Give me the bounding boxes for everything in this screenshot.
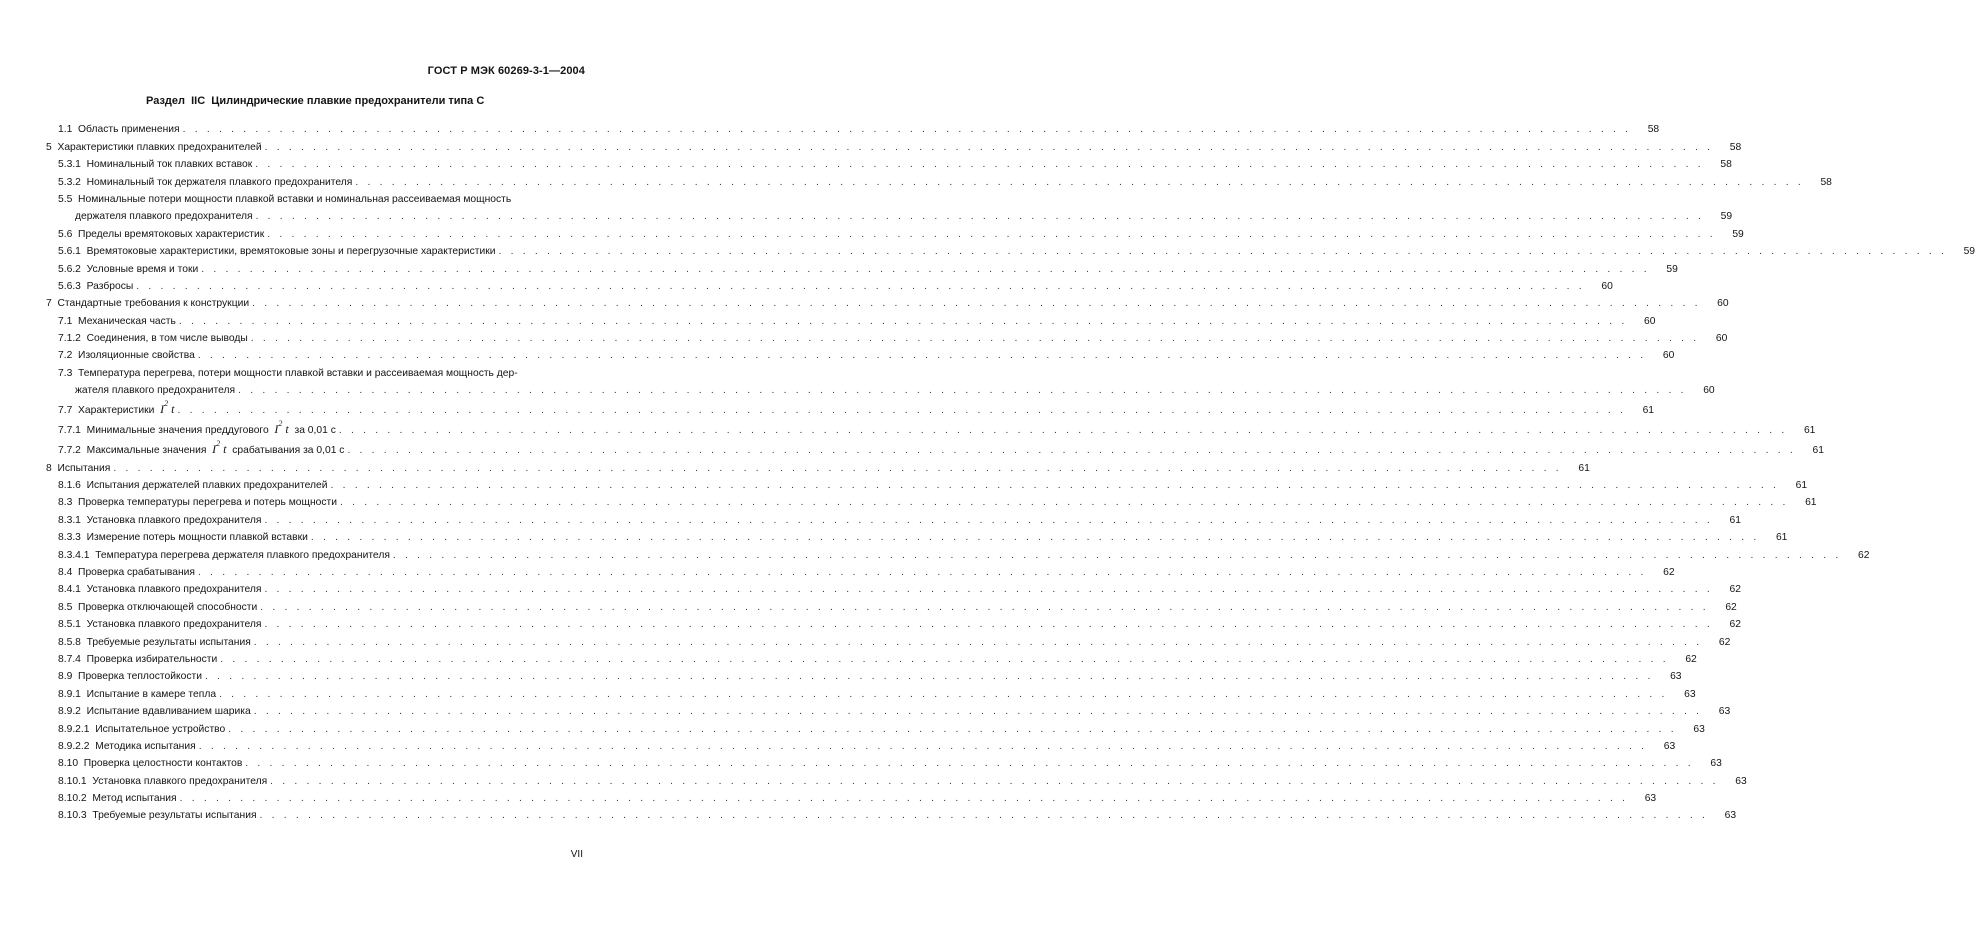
math-expression: $I^2$ t bbox=[274, 419, 289, 437]
toc-line bbox=[46, 459, 1590, 476]
entry-title bbox=[78, 599, 257, 616]
toc-line bbox=[58, 225, 1744, 242]
entry-title-text: Проверка избирательности bbox=[86, 653, 218, 665]
entry-title-text: Испытания держателей плавких предохранителей bbox=[86, 480, 328, 492]
entry-title-text: Установка плавкого предохранителя bbox=[92, 775, 268, 787]
entry-title bbox=[87, 261, 199, 278]
entry-page: 60 bbox=[1601, 280, 1613, 292]
entry-page: 63 bbox=[1644, 793, 1657, 805]
entry-title-text: Номинальный ток держателя плавкого предохранителя bbox=[86, 176, 353, 188]
entry-page: 60 bbox=[1715, 333, 1728, 345]
entry-title bbox=[78, 564, 195, 581]
entry-page: 63 bbox=[1710, 758, 1722, 770]
entry-title bbox=[87, 512, 262, 529]
entry-title bbox=[92, 807, 256, 824]
entry-page: 61 bbox=[1775, 532, 1788, 544]
toc-line bbox=[58, 312, 1656, 329]
toc-entry bbox=[46, 138, 1742, 155]
toc-line bbox=[58, 278, 1613, 295]
dot-leader: . . . . . . . . . . . . . . . . . . . . . . . . . . . . . . . . . . . . . . . . . . . . . . . . . . . . . . . . . . . . . . . . . . . . . . . . . . . . . . . . . . . . . . . . . . . . . . . . . . . . . . . . . . . . . . . . . . . . . . . . bbox=[255, 159, 1704, 171]
entry-page: 62 bbox=[1729, 584, 1741, 596]
entry-page: 61 bbox=[1578, 462, 1590, 474]
dot-leader: . . . . . . . . . . . . . . . . . . . . . . . . . . . . . . . . . . . . . . . . . . . . . . . . . . . . . . . . . . . . . . . . . . . . . . . . . . . . . . . . . . . . . . . . . . . . . . . . . . . . . . . . . . . . . . . . . . . . . . . . bbox=[498, 246, 1948, 258]
entry-title-text: Проверка теплостойкости bbox=[78, 671, 202, 683]
entry-page: 60 bbox=[1717, 298, 1729, 310]
entry-number: 8.10.1 bbox=[58, 775, 93, 787]
entry-title bbox=[87, 278, 134, 295]
entry-title-suffix: срабатывания за 0,01 с bbox=[226, 445, 345, 457]
dot-leader: . . . . . . . . . . . . . . . . . . . . . . . . . . . . . . . . . . . . . . . . . . . . . . . . . . . . . . . . . . . . . . . . . . . . . . . . . . . . . . . . . . . . . . . . . . . . . . . . . . . . . . . . . . . . . . . . . . . . . . . . bbox=[228, 723, 1677, 735]
entry-number: 5.6.2 bbox=[58, 263, 87, 275]
entry-title-text: Характеристики bbox=[78, 405, 155, 417]
toc-line bbox=[58, 260, 1678, 277]
entry-title-text: Соединения, в том числе выводы bbox=[86, 333, 248, 345]
toc-entry bbox=[46, 347, 1675, 364]
entry-title-text: Установка плавкого предохранителя bbox=[86, 619, 262, 631]
entry-title bbox=[75, 208, 253, 225]
entry-number: 5.6.3 bbox=[58, 280, 87, 292]
entry-number: 7.2 bbox=[58, 350, 79, 362]
entry-title bbox=[78, 191, 511, 208]
entry-page: 61 bbox=[1729, 514, 1741, 526]
entry-title-text: Максимальные значения bbox=[86, 445, 207, 457]
entry-title bbox=[78, 313, 176, 330]
toc-entry bbox=[46, 529, 1788, 546]
dot-leader: . . . . . . . . . . . . . . . . . . . . . . . . . . . . . . . . . . . . . . . . . . . . . . . . . . . . . . . . . . . . . . . . . . . . . . . . . . . . . . . . . . . . . . . . . . . . . . . . . . . . . . . . . . . . . . . . . . . . . . . . bbox=[179, 793, 1629, 805]
entry-page: 63 bbox=[1735, 775, 1747, 787]
toc-entry bbox=[46, 173, 1832, 190]
dot-leader: . . . . . . . . . . . . . . . . . . . . . . . . . . . . . . . . . . . . . . . . . . . . . . . . . . . . . . . . . . . . . . . . . . . . . . . . . . . . . . . . . . . . . . . . . . . . . . . . . . . . . . . . . . . . . . . . . . . . . . . . bbox=[330, 480, 1780, 492]
entry-title-suffix: за 0,01 с bbox=[288, 425, 336, 437]
entry-title bbox=[87, 156, 253, 173]
dot-leader: . . . . . . . . . . . . . . . . . . . . . . . . . . . . . . . . . . . . . . . . . . . . . . . . . . . . . . . . . . . . . . . . . . . . . . . . . . . . . . . . . . . . . . . . . . . . . . . . . . . . . . . . . . . . . . . . . . . . . . . . bbox=[220, 653, 1669, 665]
toc-entry bbox=[46, 312, 1656, 329]
toc-line bbox=[46, 295, 1729, 312]
entry-number: 7.1.2 bbox=[58, 333, 87, 345]
toc-entry bbox=[46, 598, 1737, 615]
entry-page: 62 bbox=[1718, 636, 1731, 648]
toc-line bbox=[58, 121, 1660, 138]
toc-line bbox=[58, 685, 1696, 702]
entry-number: 8.1.6 bbox=[58, 480, 87, 492]
entry-number: 8.5.8 bbox=[58, 636, 87, 648]
entry-page: 59 bbox=[1732, 228, 1744, 240]
entry-page: 61 bbox=[1803, 425, 1816, 437]
entry-title-text: Требуемые результаты испытания bbox=[92, 810, 257, 822]
entry-number: 7.1 bbox=[58, 315, 79, 327]
toc-entry bbox=[46, 546, 1870, 563]
entry-number: 8.10 bbox=[58, 758, 84, 770]
entry-page: 62 bbox=[1685, 653, 1697, 665]
dot-leader: . . . . . . . . . . . . . . . . . . . . . . . . . . . . . . . . . . . . . . . . . . . . . . . . . . . . . . . . . . . . . . . . . . . . . . . . . . . . . . . . . . . . . . . . . . . . . . . . . . . . . . . . . . . . . . . . . . . . . . . . bbox=[355, 176, 1804, 188]
dot-leader: . . . . . . . . . . . . . . . . . . . . . . . . . . . . . . . . . . . . . . . . . . . . . . . . . . . . . . . . . . . . . . . . . . . . . . . . . . . . . . . . . . . . . . . . . . . . . . . . . . . . . . . . . . . . . . . . . . . . . . . . bbox=[264, 514, 1713, 526]
math-exponent: 2 bbox=[216, 439, 221, 449]
entry-title bbox=[78, 347, 195, 364]
entry-title-text: Проверка целостности контактов bbox=[83, 758, 243, 770]
entry-title bbox=[78, 494, 337, 511]
dot-leader: . . . . . . . . . . . . . . . . . . . . . . . . . . . . . . . . . . . . . . . . . . . . . . . . . . . . . . . . . . . . . . . . . . . . . . . . . . . . . . . . . . . . . . . . . . . . . . . . . . . . . . . . . . . . . . . . . . . . . . . . bbox=[264, 619, 1713, 631]
toc-entry bbox=[46, 364, 1715, 399]
toc-entry bbox=[46, 191, 1733, 226]
entry-title-text: Минимальные значения преддугового bbox=[86, 425, 269, 437]
toc-entry bbox=[46, 755, 1722, 772]
math-expression: $I^2$ t bbox=[212, 439, 227, 457]
dot-leader: . . . . . . . . . . . . . . . . . . . . . . . . . . . . . . . . . . . . . . . . . . . . . . . . . . . . . . . . . . . . . . . . . . . . . . . . . . . . . . . . . . . . . . . . . . . . . . . . . . . . . . . . . . . . . . . . . . . . . . . . bbox=[338, 425, 1788, 437]
entry-title bbox=[87, 616, 262, 633]
entry-title-text: Измерение потерь мощности плавкой вставки bbox=[86, 532, 308, 544]
dot-leader: . . . . . . . . . . . . . . . . . . . . . . . . . . . . . . . . . . . . . . . . . . . . . . . . . . . . . . . . . . . . . . . . . . . . . . . . . . . . . . . . . . . . . . . . . . . . . . . . . . . . . . . . . . . . . . . . . . . . . . . . bbox=[178, 315, 1628, 327]
entry-title bbox=[87, 581, 262, 598]
entry-title-text: Характеристики плавких предохранителей bbox=[57, 141, 262, 153]
toc-entry bbox=[46, 703, 1731, 720]
entry-number: 1.1 bbox=[58, 124, 79, 136]
entry-title bbox=[87, 529, 308, 546]
toc-entry bbox=[46, 121, 1660, 138]
dot-leader: . . . . . . . . . . . . . . . . . . . . . . . . . . . . . . . . . . . . . . . . . . . . . . . . . . . . . . . . . . . . . . . . . . . . . . . . . . . . . . . . . . . . . . . . . . . . . . . . . . . . . . . . . . . . . . . . . . . . . . . . bbox=[267, 228, 1716, 240]
toc-line bbox=[58, 156, 1732, 173]
entry-number: 8.4 bbox=[58, 566, 79, 578]
entry-number: 8.9 bbox=[58, 671, 79, 683]
entry-page: 62 bbox=[1725, 601, 1737, 613]
entry-number: 5.6.1 bbox=[58, 246, 87, 258]
toc-line bbox=[58, 738, 1676, 755]
toc-entry bbox=[46, 459, 1590, 476]
entry-page: 58 bbox=[1647, 124, 1660, 136]
toc-entry bbox=[46, 685, 1696, 702]
entry-title-text: держателя плавкого предохранителя bbox=[75, 211, 253, 223]
entry-title-text: Номинальный ток плавких вставок bbox=[86, 159, 253, 171]
toc-entry bbox=[46, 243, 1975, 260]
toc-entry bbox=[46, 616, 1741, 633]
toc-entry bbox=[46, 651, 1697, 668]
entry-title bbox=[95, 721, 225, 738]
entry-number: 8.5 bbox=[58, 601, 79, 613]
toc-line bbox=[58, 208, 1733, 225]
entry-page: 63 bbox=[1670, 671, 1682, 683]
entry-page: 60 bbox=[1643, 315, 1656, 327]
entry-title-text: Испытания bbox=[57, 462, 111, 474]
entry-number: 8.7.4 bbox=[58, 653, 87, 665]
toc-entry bbox=[46, 225, 1744, 242]
entry-title-text: Методика испытания bbox=[95, 740, 196, 752]
entry-page: 61 bbox=[1795, 480, 1808, 492]
entry-number: 7.7.1 bbox=[58, 425, 87, 437]
entry-title-text: Температура перегрева держателя плавкого предохранителя bbox=[95, 549, 390, 561]
dot-leader: . . . . . . . . . . . . . . . . . . . . . . . . . . . . . . . . . . . . . . . . . . . . . . . . . . . . . . . . . . . . . . . . . . . . . . . . . . . . . . . . . . . . . . . . . . . . . . . . . . . . . . . . . . . . . . . . . . . . . . . . bbox=[392, 549, 1842, 561]
entry-number: 7 bbox=[46, 298, 58, 310]
entry-title-text: Испытание в камере тепла bbox=[86, 688, 217, 700]
entry-title bbox=[87, 634, 251, 651]
entry-number: 8.9.2.2 bbox=[58, 740, 96, 752]
entry-number: 7.7.2 bbox=[58, 445, 87, 457]
toc-line bbox=[58, 651, 1697, 668]
dot-leader: . . . . . . . . . . . . . . . . . . . . . . . . . . . . . . . . . . . . . . . . . . . . . . . . . . . . . . . . . . . . . . . . . . . . . . . . . . . . . . . . . . . . . . . . . . . . . . . . . . . . . . . . . . . . . . . . . . . . . . . . bbox=[245, 758, 1694, 770]
dot-leader: . . . . . . . . . . . . . . . . . . . . . . . . . . . . . . . . . . . . . . . . . . . . . . . . . . . . . . . . . . . . . . . . . . . . . . . . . . . . . . . . . . . . . . . . . . . . . . . . . . . . . . . . . . . . . . . . . . . . . . . . bbox=[201, 263, 1650, 275]
entry-page: 63 bbox=[1718, 706, 1731, 718]
entry-title bbox=[87, 686, 216, 703]
dot-leader: . . . . . . . . . . . . . . . . . . . . . . . . . . . . . . . . . . . . . . . . . . . . . . . . . . . . . . . . . . . . . . . . . . . . . . . . . . . . . . . . . . . . . . . . . . . . . . . . . . . . . . . . . . . . . . . . . . . . . . . . bbox=[252, 298, 1701, 310]
toc-line bbox=[58, 191, 586, 208]
section-title: Раздел IIC Цилиндрические плавкие предохранители типа С bbox=[146, 95, 485, 107]
entry-title bbox=[78, 668, 202, 685]
entry-title bbox=[92, 790, 176, 807]
entry-title-text: Проверка отключающей способности bbox=[78, 601, 258, 613]
entry-page: 63 bbox=[1684, 688, 1696, 700]
entry-title-text: Условные время и токи bbox=[86, 263, 199, 275]
dot-leader: . . . . . . . . . . . . . . . . . . . . . . . . . . . . . . . . . . . . . . . . . . . . . . . . . . . . . . . . . . . . . . . . . . . . . . . . . . . . . . . . . . . . . . . . . . . . . . . . . . . . . . . . . . . . . . . . . . . . . . . . bbox=[113, 462, 1562, 474]
entry-title-text: Требуемые результаты испытания bbox=[86, 636, 251, 648]
entry-number: 8.3.4.1 bbox=[58, 549, 96, 561]
entry-page: 62 bbox=[1663, 566, 1675, 578]
toc-entry bbox=[46, 156, 1732, 173]
entry-number: 7.3 bbox=[58, 367, 79, 379]
document-header: ГОСТ Р МЭК 60269-3-1—2004 bbox=[427, 65, 585, 77]
entry-title-text: Времятоковые характеристики, времятоковые зоны и перегрузочные характеристики bbox=[86, 246, 496, 258]
entry-number: 8.9.2.1 bbox=[58, 723, 96, 735]
dot-leader: . . . . . . . . . . . . . . . . . . . . . . . . . . . . . . . . . . . . . . . . . . . . . . . . . . . . . . . . . . . . . . . . . . . . . . . . . . . . . . . . . . . . . . . . . . . . . . . . . . . . . . . . . . . . . . . . . . . . . . . . bbox=[136, 280, 1585, 292]
entry-title bbox=[57, 295, 249, 312]
entry-title bbox=[87, 330, 248, 347]
entry-title bbox=[78, 365, 518, 382]
toc-entry bbox=[46, 807, 1737, 824]
entry-title bbox=[87, 703, 251, 720]
entry-page: 60 bbox=[1703, 385, 1715, 397]
dot-leader: . . . . . . . . . . . . . . . . . . . . . . . . . . . . . . . . . . . . . . . . . . . . . . . . . . . . . . . . . . . . . . . . . . . . . . . . . . . . . . . . . . . . . . . . . . . . . . . . . . . . . . . . . . . . . . . . . . . . . . . . bbox=[270, 775, 1719, 787]
toc-line bbox=[58, 477, 1808, 494]
toc-line bbox=[58, 529, 1788, 546]
dot-leader: . . . . . . . . . . . . . . . . . . . . . . . . . . . . . . . . . . . . . . . . . . . . . . . . . . . . . . . . . . . . . . . . . . . . . . . . . . . . . . . . . . . . . . . . . . . . . . . . . . . . . . . . . . . . . . . . . . . . . . . . bbox=[255, 211, 1705, 223]
entry-page: 63 bbox=[1663, 740, 1676, 752]
entry-title bbox=[87, 435, 345, 459]
toc-entry bbox=[46, 260, 1678, 277]
toc-entry bbox=[46, 633, 1731, 650]
toc-line bbox=[58, 494, 1817, 511]
dot-leader: . . . . . . . . . . . . . . . . . . . . . . . . . . . . . . . . . . . . . . . . . . . . . . . . . . . . . . . . . . . . . . . . . . . . . . . . . . . . . . . . . . . . . . . . . . . . . . . . . . . . . . . . . . . . . . . . . . . . . . . . bbox=[259, 810, 1709, 822]
entry-title-text: Механическая часть bbox=[78, 315, 176, 327]
toc-line bbox=[58, 581, 1741, 598]
entry-number: 8.4.1 bbox=[58, 584, 87, 596]
entry-title bbox=[84, 755, 243, 772]
entry-number: 8.3.3 bbox=[58, 532, 87, 544]
toc-line bbox=[58, 511, 1741, 528]
entry-page: 59 bbox=[1963, 246, 1975, 258]
entry-number: 5 bbox=[46, 141, 58, 153]
toc-line bbox=[58, 720, 1705, 737]
toc-line bbox=[58, 598, 1737, 615]
entry-page: 63 bbox=[1693, 723, 1705, 735]
entry-title-text: Проверка температуры перегрева и потерь мощности bbox=[78, 497, 337, 509]
toc-line bbox=[58, 755, 1722, 772]
dot-leader: . . . . . . . . . . . . . . . . . . . . . . . . . . . . . . . . . . . . . . . . . . . . . . . . . . . . . . . . . . . . . . . . . . . . . . . . . . . . . . . . . . . . . . . . . . . . . . . . . . . . . . . . . . . . . . . . . . . . . . . . bbox=[198, 740, 1648, 752]
toc-line bbox=[58, 564, 1675, 581]
entry-number: 5.3.1 bbox=[58, 159, 87, 171]
toc-line bbox=[58, 173, 1832, 190]
entry-page: 58 bbox=[1729, 141, 1742, 153]
entry-title bbox=[57, 139, 261, 156]
dot-leader: . . . . . . . . . . . . . . . . . . . . . . . . . . . . . . . . . . . . . . . . . . . . . . . . . . . . . . . . . . . . . . . . . . . . . . . . . . . . . . . . . . . . . . . . . . . . . . . . . . . . . . . . . . . . . . . . . . . . . . . . bbox=[340, 497, 1789, 509]
toc-entry bbox=[46, 581, 1741, 598]
entry-title bbox=[78, 121, 180, 138]
entry-title bbox=[87, 243, 496, 260]
dot-leader: . . . . . . . . . . . . . . . . . . . . . . . . . . . . . . . . . . . . . . . . . . . . . . . . . . . . . . . . . . . . . . . . . . . . . . . . . . . . . . . . . . . . . . . . . . . . . . . . . . . . . . . . . . . . . . . . . . . . . . . . bbox=[182, 124, 1632, 136]
toc-entry bbox=[46, 738, 1676, 755]
entry-number: 5.6 bbox=[58, 228, 79, 240]
toc-line bbox=[58, 633, 1731, 650]
entry-title-text: Пределы времятоковых характеристик bbox=[78, 228, 265, 240]
entry-page: 59 bbox=[1666, 263, 1678, 275]
entry-title-text: Разбросы bbox=[86, 280, 134, 292]
toc-line bbox=[58, 347, 1675, 364]
dot-leader: . . . . . . . . . . . . . . . . . . . . . . . . . . . . . . . . . . . . . . . . . . . . . . . . . . . . . . . . . . . . . . . . . . . . . . . . . . . . . . . . . . . . . . . . . . . . . . . . . . . . . . . . . . . . . . . . . . . . . . . . bbox=[347, 445, 1796, 457]
entry-title-text: Область применения bbox=[78, 124, 180, 136]
toc-entry bbox=[46, 278, 1613, 295]
entry-number: 8 bbox=[46, 462, 58, 474]
toc-entry bbox=[46, 511, 1741, 528]
toc-line bbox=[58, 703, 1731, 720]
entry-number: 5.5 bbox=[58, 193, 79, 205]
entry-page: 63 bbox=[1724, 810, 1737, 822]
entry-number: 8.10.3 bbox=[58, 810, 93, 822]
entry-title bbox=[95, 547, 390, 564]
toc-entry bbox=[46, 330, 1728, 347]
entry-title bbox=[92, 773, 267, 790]
toc-entry bbox=[46, 564, 1675, 581]
dot-leader: . . . . . . . . . . . . . . . . . . . . . . . . . . . . . . . . . . . . . . . . . . . . . . . . . . . . . . . . . . . . . . . . . . . . . . . . . . . . . . . . . . . . . . . . . . . . . . . . . . . . . . . . . . . . . . . . . . . . . . . . bbox=[204, 671, 1654, 683]
dot-leader: . . . . . . . . . . . . . . . . . . . . . . . . . . . . . . . . . . . . . . . . . . . . . . . . . . . . . . . . . . . . . . . . . . . . . . . . . . . . . . . . . . . . . . . . . . . . . . . . . . . . . . . . . . . . . . . . . . . . . . . . bbox=[197, 350, 1647, 362]
toc-entry bbox=[46, 439, 1824, 459]
toc-entry bbox=[46, 772, 1747, 789]
entry-number: 7.7 bbox=[58, 405, 79, 417]
entry-number: 8.3 bbox=[58, 497, 79, 509]
toc-line bbox=[58, 772, 1747, 789]
entry-number: 8.9.2 bbox=[58, 706, 87, 718]
toc-entry bbox=[46, 790, 1657, 807]
math-exponent: 2 bbox=[164, 399, 169, 409]
dot-leader: . . . . . . . . . . . . . . . . . . . . . . . . . . . . . . . . . . . . . . . . . . . . . . . . . . . . . . . . . . . . . . . . . . . . . . . . . . . . . . . . . . . . . . . . . . . . . . . . . . . . . . . . . . . . . . . . . . . . . . . . bbox=[238, 385, 1687, 397]
toc-line bbox=[58, 330, 1728, 347]
page-number: VII bbox=[570, 849, 583, 860]
entry-number: 8.5.1 bbox=[58, 619, 87, 631]
entry-title-text: Метод испытания bbox=[92, 793, 177, 805]
dot-leader: . . . . . . . . . . . . . . . . . . . . . . . . . . . . . . . . . . . . . . . . . . . . . . . . . . . . . . . . . . . . . . . . . . . . . . . . . . . . . . . . . . . . . . . . . . . . . . . . . . . . . . . . . . . . . . . . . . . . . . . . bbox=[260, 601, 1709, 613]
toc-line bbox=[58, 668, 1682, 685]
table-of-contents bbox=[46, 121, 1975, 824]
entry-page: 61 bbox=[1805, 497, 1817, 509]
entry-number: 5.3.2 bbox=[58, 176, 87, 188]
entry-title-text: Испытание вдавливанием шарика bbox=[86, 706, 251, 718]
toc-entry bbox=[46, 295, 1729, 312]
entry-page: 62 bbox=[1729, 619, 1741, 631]
toc-line bbox=[58, 807, 1737, 824]
dot-leader: . . . . . . . . . . . . . . . . . . . . . . . . . . . . . . . . . . . . . . . . . . . . . . . . . . . . . . . . . . . . . . . . . . . . . . . . . . . . . . . . . . . . . . . . . . . . . . . . . . . . . . . . . . . . . . . . . . . . . . . . bbox=[219, 688, 1668, 700]
dot-leader: . . . . . . . . . . . . . . . . . . . . . . . . . . . . . . . . . . . . . . . . . . . . . . . . . . . . . . . . . . . . . . . . . . . . . . . . . . . . . . . . . . . . . . . . . . . . . . . . . . . . . . . . . . . . . . . . . . . . . . . . bbox=[198, 566, 1647, 578]
entry-title-text: Установка плавкого предохранителя bbox=[86, 584, 262, 596]
toc-entry bbox=[46, 477, 1808, 494]
toc-line bbox=[58, 364, 586, 381]
dot-leader: . . . . . . . . . . . . . . . . . . . . . . . . . . . . . . . . . . . . . . . . . . . . . . . . . . . . . . . . . . . . . . . . . . . . . . . . . . . . . . . . . . . . . . . . . . . . . . . . . . . . . . . . . . . . . . . . . . . . . . . . bbox=[264, 584, 1713, 596]
entry-page: 61 bbox=[1812, 445, 1824, 457]
entry-page: 58 bbox=[1820, 176, 1832, 188]
entry-title-text: Стандартные требования к конструкции bbox=[57, 298, 250, 310]
entry-title bbox=[95, 738, 195, 755]
dot-leader: . . . . . . . . . . . . . . . . . . . . . . . . . . . . . . . . . . . . . . . . . . . . . . . . . . . . . . . . . . . . . . . . . . . . . . . . . . . . . . . . . . . . . . . . . . . . . . . . . . . . . . . . . . . . . . . . . . . . . . . . bbox=[253, 636, 1703, 648]
toc-line bbox=[46, 138, 1742, 155]
entry-title bbox=[78, 226, 264, 243]
entry-title bbox=[87, 174, 353, 191]
entry-number: 8.3.1 bbox=[58, 514, 87, 526]
entry-title-text: Проверка срабатывания bbox=[78, 566, 196, 578]
entry-number: 8.10.2 bbox=[58, 793, 93, 805]
math-expression: $I^2$ t bbox=[160, 399, 175, 417]
toc-line bbox=[58, 546, 1870, 563]
dot-leader: . . . . . . . . . . . . . . . . . . . . . . . . . . . . . . . . . . . . . . . . . . . . . . . . . . . . . . . . . . . . . . . . . . . . . . . . . . . . . . . . . . . . . . . . . . . . . . . . . . . . . . . . . . . . . . . . . . . . . . . . bbox=[250, 333, 1700, 345]
entry-title-text: Температура перегрева, потери мощности плавкой вставки и рассеиваемая мощность дер- bbox=[78, 367, 518, 379]
entry-title-text: жателя плавкого предохранителя bbox=[75, 385, 236, 397]
dot-leader: . . . . . . . . . . . . . . . . . . . . . . . . . . . . . . . . . . . . . . . . . . . . . . . . . . . . . . . . . . . . . . . . . . . . . . . . . . . . . . . . . . . . . . . . . . . . . . . . . . . . . . . . . . . . . . . . . . . . . . . . bbox=[310, 532, 1760, 544]
entry-title-text: Установка плавкого предохранителя bbox=[86, 514, 262, 526]
entry-title-text: Испытательное устройство bbox=[95, 723, 226, 735]
toc-entry bbox=[46, 494, 1817, 511]
toc-line bbox=[58, 243, 1975, 260]
toc-line bbox=[58, 790, 1657, 807]
toc-line bbox=[58, 439, 1824, 459]
entry-page: 58 bbox=[1720, 159, 1732, 171]
entry-page: 60 bbox=[1662, 350, 1675, 362]
entry-page: 62 bbox=[1857, 549, 1870, 561]
math-exponent: 2 bbox=[278, 419, 283, 429]
dot-leader: . . . . . . . . . . . . . . . . . . . . . . . . . . . . . . . . . . . . . . . . . . . . . . . . . . . . . . . . . . . . . . . . . . . . . . . . . . . . . . . . . . . . . . . . . . . . . . . . . . . . . . . . . . . . . . . . . . . . . . . . bbox=[264, 141, 1714, 153]
entry-page: 61 bbox=[1642, 405, 1655, 417]
entry-title-text: Изоляционные свойства bbox=[78, 350, 195, 362]
dot-leader: . . . . . . . . . . . . . . . . . . . . . . . . . . . . . . . . . . . . . . . . . . . . . . . . . . . . . . . . . . . . . . . . . . . . . . . . . . . . . . . . . . . . . . . . . . . . . . . . . . . . . . . . . . . . . . . . . . . . . . . . bbox=[177, 405, 1627, 417]
toc-entry bbox=[46, 668, 1682, 685]
entry-title bbox=[87, 477, 328, 494]
entry-title bbox=[87, 651, 218, 668]
entry-page: 59 bbox=[1720, 211, 1733, 223]
entry-number: 8.9.1 bbox=[58, 688, 87, 700]
entry-title bbox=[57, 460, 110, 477]
entry-title-text: Номинальные потери мощности плавкой вставки и номинальная рассеиваемая мощность bbox=[78, 193, 512, 205]
toc-entry bbox=[46, 720, 1705, 737]
toc-line bbox=[58, 616, 1741, 633]
dot-leader: . . . . . . . . . . . . . . . . . . . . . . . . . . . . . . . . . . . . . . . . . . . . . . . . . . . . . . . . . . . . . . . . . . . . . . . . . . . . . . . . . . . . . . . . . . . . . . . . . . . . . . . . . . . . . . . . . . . . . . . . bbox=[253, 706, 1703, 718]
